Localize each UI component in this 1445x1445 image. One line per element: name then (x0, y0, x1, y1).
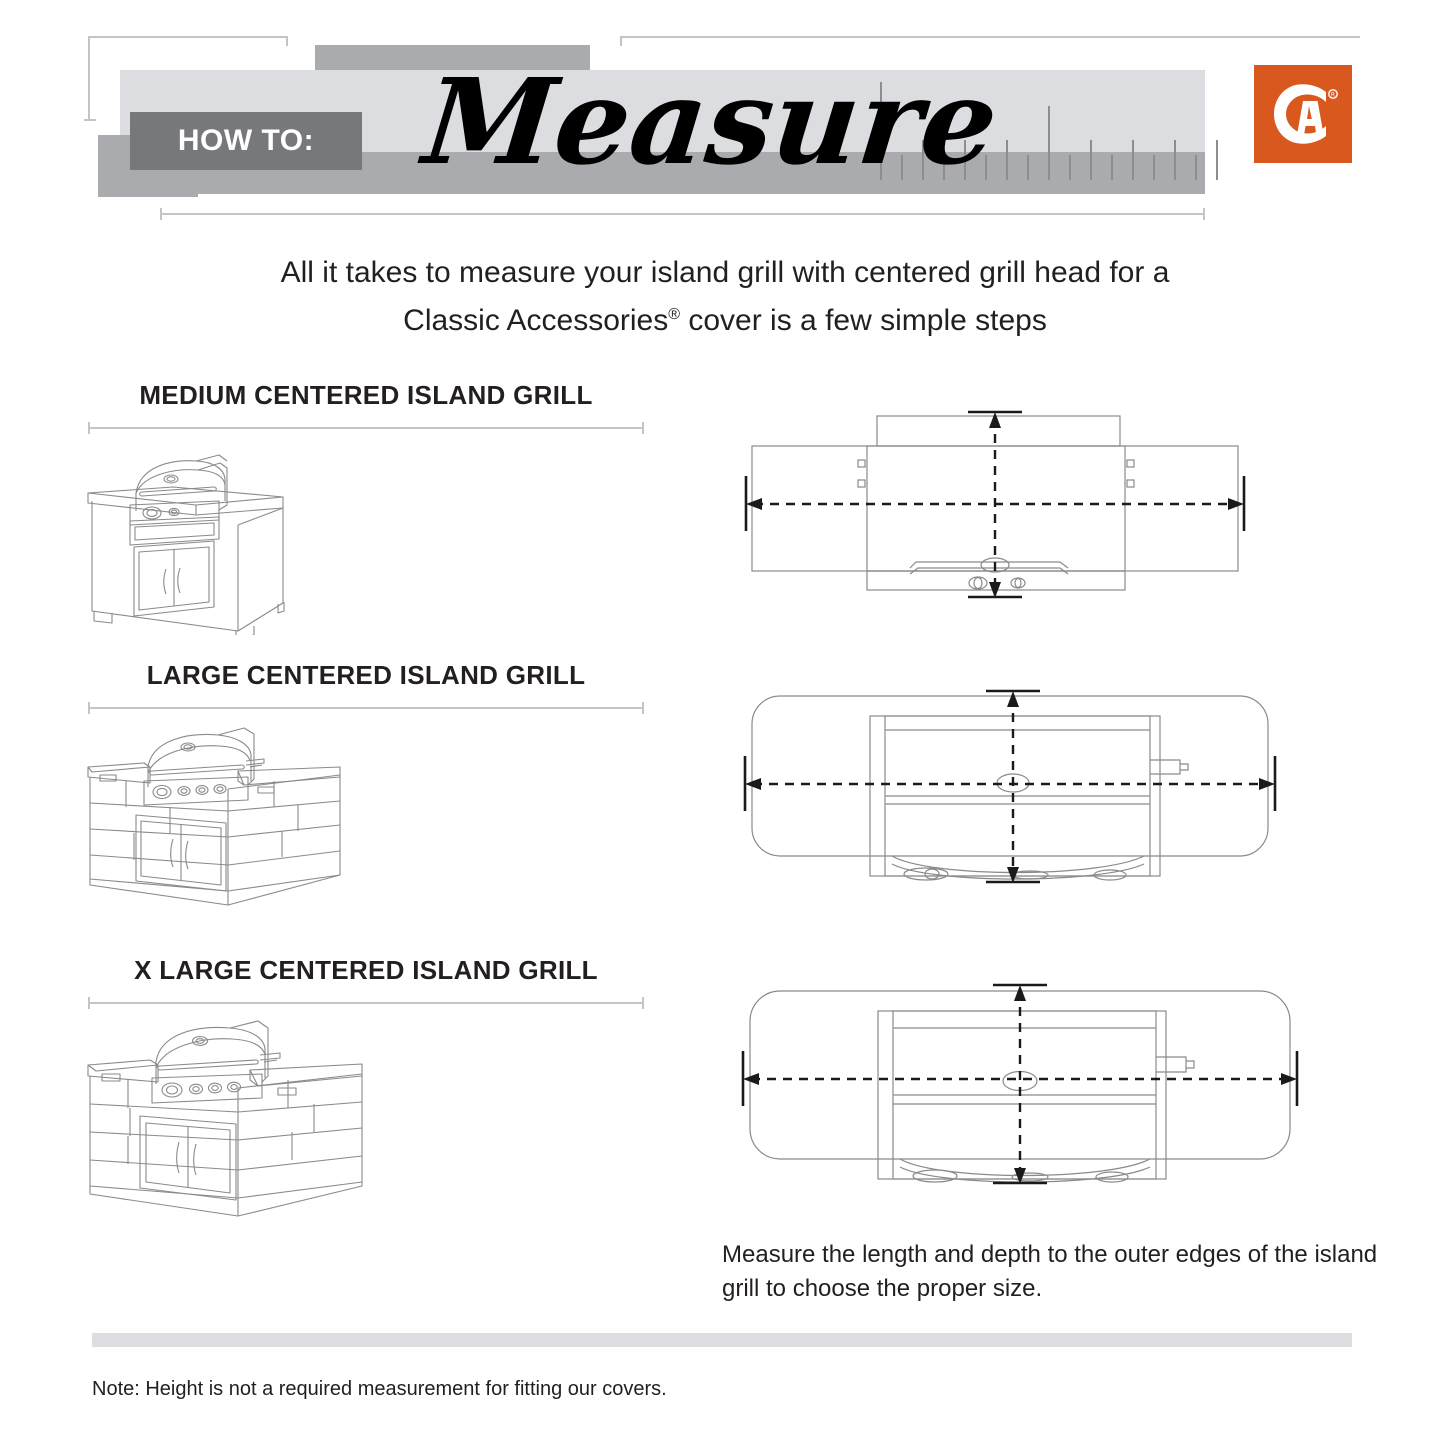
ruler-tick (1195, 155, 1197, 180)
page-header (0, 0, 1445, 235)
section-rule-large (88, 702, 644, 714)
ruler-tick (1111, 155, 1113, 180)
header-bracket-top-right (620, 36, 1360, 46)
section-title-xlarge: X LARGE CENTERED ISLAND GRILL (134, 955, 598, 985)
svg-text:R: R (1330, 91, 1336, 99)
footer-note: Note: Height is not a required measurement for fitting our covers. (92, 1378, 667, 1400)
measure-instruction (722, 1238, 1382, 1306)
ruler-tick (1090, 140, 1092, 180)
section-title-large: LARGE CENTERED ISLAND GRILL (146, 660, 586, 690)
brand-logo-icon (1254, 65, 1352, 163)
xlarge-island-grill-top-view (730, 973, 1310, 1193)
ruler-tick (1027, 155, 1029, 180)
large-island-grill-top-view (730, 678, 1290, 898)
header-bracket-left-vertical (84, 36, 96, 121)
xlarge-island-grill-illustration (78, 1010, 368, 1230)
header-bracket-top-left (88, 36, 288, 46)
header-bracket-bottom (160, 208, 1205, 220)
section-title-medium: MEDIUM CENTERED ISLAND GRILL (139, 380, 593, 410)
large-island-grill-illustration (78, 715, 348, 920)
ruler-tick (1006, 140, 1008, 180)
footer-separator (92, 1333, 1352, 1347)
how-to-label: HOW TO: (177, 124, 315, 157)
registered-mark: ® (668, 306, 681, 323)
ruler-tick (1132, 140, 1134, 180)
page-subtitle (120, 252, 1330, 342)
subtitle-line-2-rest: cover is a few simple steps (680, 304, 1047, 337)
ruler-tick (1048, 106, 1050, 180)
ruler-tick (1174, 140, 1176, 180)
page-title: Measure (417, 52, 1004, 191)
ruler-tick (1216, 140, 1218, 180)
measure-instruction-line-2: island grill to choose the proper size. (722, 1241, 1378, 1302)
subtitle-line-1: All it takes to measure your island grill with centered grill head for a (280, 256, 1170, 289)
section-rule-xlarge (88, 997, 644, 1009)
ruler-tick (1069, 155, 1071, 180)
subtitle-brand: Classic Accessories (403, 304, 669, 337)
measure-instruction-line-1: Measure the length and depth to the outer edges of the (722, 1241, 1308, 1268)
section-rule-medium (88, 422, 644, 434)
medium-island-grill-top-view (730, 398, 1260, 618)
medium-island-grill-illustration (78, 435, 318, 640)
ruler-tick (1153, 155, 1155, 180)
